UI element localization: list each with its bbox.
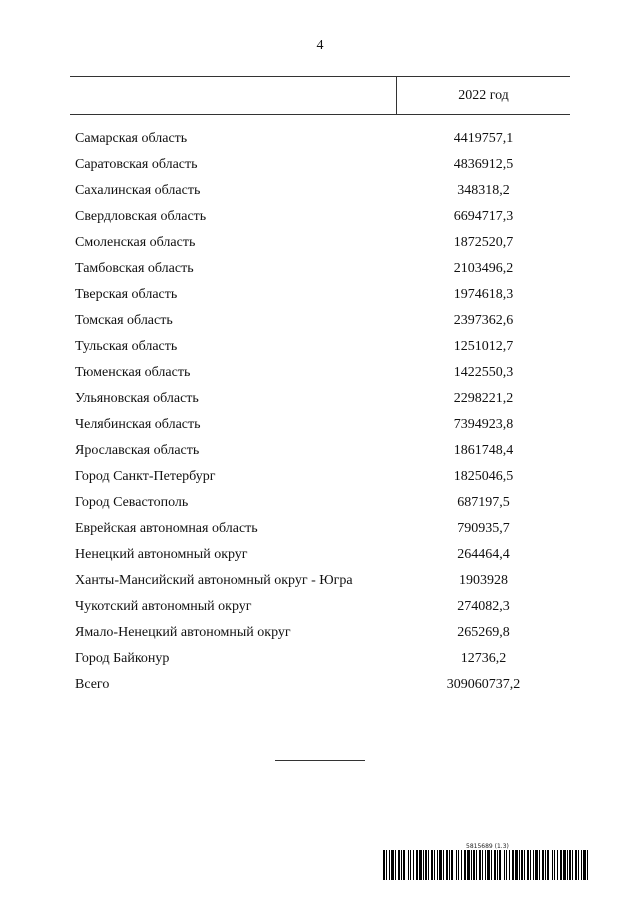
region-name: Тамбовская область	[75, 261, 194, 276]
region-name: Тюменская область	[75, 365, 191, 380]
region-name: Еврейская автономная область	[75, 521, 258, 536]
table-row	[75, 310, 570, 336]
region-name: Самарская область	[75, 131, 188, 146]
region-name: Город Севастополь	[75, 495, 189, 510]
table-row	[75, 440, 570, 466]
region-value: 1825046,5	[453, 469, 514, 484]
region-name: Тульская область	[75, 339, 178, 354]
region-value: 7394923,8	[453, 417, 514, 432]
barcode	[383, 850, 589, 880]
region-value: 265269,8	[457, 625, 510, 640]
end-rule	[275, 760, 365, 761]
table-row	[75, 596, 570, 622]
region-value: 2298221,2	[453, 391, 514, 406]
region-name: Сахалинская область	[75, 183, 201, 198]
region-name: Томская область	[75, 313, 173, 328]
region-name: Ярославская область	[75, 443, 200, 458]
column-header-year: 2022 год	[458, 88, 509, 103]
table-row	[75, 544, 570, 570]
table-row	[75, 466, 570, 492]
region-value: 274082,3	[457, 599, 510, 614]
region-value: 687197,5	[457, 495, 510, 510]
region-value: 790935,7	[457, 521, 510, 536]
region-value: 12736,2	[460, 651, 507, 666]
table-row	[75, 180, 570, 206]
table-row	[75, 518, 570, 544]
table-row	[75, 388, 570, 414]
table-row	[75, 128, 570, 154]
table-row	[75, 648, 570, 674]
barcode-code: 5815689 (1.3)	[466, 843, 509, 850]
region-name: Город Байконур	[75, 651, 170, 666]
table-row-total	[75, 674, 570, 700]
region-value: 4836912,5	[453, 157, 514, 172]
region-name: Свердловская область	[75, 209, 207, 224]
region-value: 1251012,7	[453, 339, 514, 354]
table-row	[75, 154, 570, 180]
region-value: 2103496,2	[453, 261, 514, 276]
region-value: 1903928	[459, 573, 508, 588]
region-name: Ульяновская область	[75, 391, 199, 406]
region-value: 6694717,3	[453, 209, 514, 224]
table-row	[75, 414, 570, 440]
region-name: Челябинская область	[75, 417, 201, 432]
region-name: Чукотский автономный округ	[75, 599, 252, 614]
table-row	[75, 362, 570, 388]
region-value: 348318,2	[457, 183, 510, 198]
table-row	[75, 622, 570, 648]
region-name: Город Санкт-Петербург	[75, 469, 216, 484]
total-value: 309060737,2	[446, 677, 521, 692]
region-name: Саратовская область	[75, 157, 198, 172]
total-label: Всего	[75, 677, 110, 692]
region-name: Смоленская область	[75, 235, 196, 250]
table-row	[75, 232, 570, 258]
table-body	[75, 128, 570, 700]
region-value: 2397362,6	[453, 313, 514, 328]
region-value: 1974618,3	[453, 287, 514, 302]
region-name: Ненецкий автономный округ	[75, 547, 248, 562]
region-name: Тверская область	[75, 287, 178, 302]
table-row	[75, 492, 570, 518]
region-name: Ямало-Ненецкий автономный округ	[75, 625, 291, 640]
region-value: 4419757,1	[453, 131, 514, 146]
page-number: 4	[316, 38, 324, 53]
table-row	[75, 284, 570, 310]
region-value: 1872520,7	[453, 235, 514, 250]
region-value: 1422550,3	[453, 365, 514, 380]
table-header	[70, 76, 570, 115]
table-row	[75, 206, 570, 232]
table-row	[75, 336, 570, 362]
region-value: 264464,4	[457, 547, 510, 562]
table-row	[75, 570, 570, 596]
table-row	[75, 258, 570, 284]
region-name: Ханты-Мансийский автономный округ - Югра	[75, 573, 353, 588]
region-value: 1861748,4	[453, 443, 514, 458]
